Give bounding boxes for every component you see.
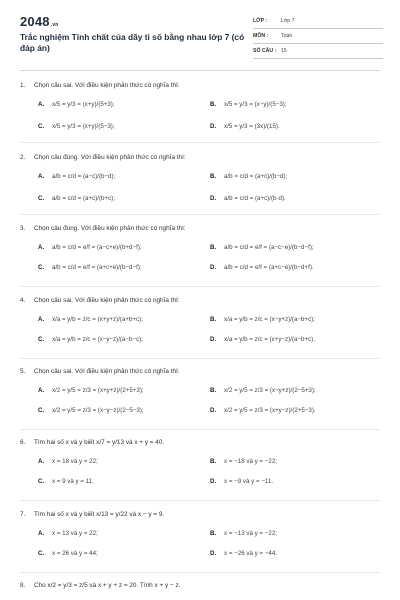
answer-option-d[interactable]	[210, 121, 280, 131]
question-text: Chọn câu sai. Với điều kiện phân thức có nghĩa thì:	[34, 367, 180, 375]
option-letter: C.	[38, 477, 45, 485]
question-header	[20, 366, 380, 376]
meta-label: LỚP :	[253, 18, 268, 24]
question-header	[20, 437, 380, 447]
page-header	[0, 0, 400, 62]
option-text: x = −18 và y = −22;	[224, 457, 277, 465]
answer-option-c[interactable]	[38, 121, 115, 131]
question-text: Cho x/2 = y/3 = z/5 và x + y + z = 20. Tính x + y − z.	[34, 581, 181, 589]
answer-option-d[interactable]	[210, 334, 315, 344]
meta-label: SỐ CÂU :	[253, 48, 277, 54]
question-header	[20, 223, 380, 233]
option-text: a/b = c/d = e/f = (a+c−e)/(b−d+f).	[224, 263, 314, 271]
option-text: x/a = y/b = z/c = (x+y−z)/(a−b+c).	[224, 335, 315, 343]
option-letter: B.	[210, 172, 217, 180]
option-letter: D.	[210, 549, 217, 557]
question-block	[20, 295, 380, 343]
question-number: 6.	[20, 438, 26, 446]
answer-option-d[interactable]	[210, 193, 286, 203]
option-text: a/b = c/d = e/f = (a−c+e)/(b+d−f);	[52, 243, 142, 251]
question-text: Chọn câu sai. Với điều kiện phân thức có nghĩa thì:	[34, 81, 180, 89]
answer-option-b[interactable]	[210, 314, 315, 324]
question-block	[20, 152, 380, 202]
meta-value: 15	[281, 48, 287, 54]
option-text: x = −26 và y = −44.	[224, 549, 277, 557]
answer-option-a[interactable]	[38, 242, 142, 252]
question-block	[20, 437, 380, 485]
question-number: 8.	[20, 581, 26, 589]
question-divider	[20, 500, 380, 501]
meta-label: MÔN :	[253, 33, 269, 39]
option-text: a/b = c/d = (a+c)/(b+c);	[52, 194, 115, 202]
question-block	[20, 509, 380, 557]
option-letter: B.	[210, 100, 217, 108]
option-text: a/b = c/d = (a−c)/(b−d);	[52, 172, 116, 180]
option-text: a/b = c/d = e/f = (a−c−e)/(b−d−f);	[224, 243, 314, 251]
option-letter: D.	[210, 477, 217, 485]
question-block	[20, 580, 380, 590]
document-meta	[253, 14, 383, 59]
option-letter: B.	[210, 457, 217, 465]
answer-option-c[interactable]	[38, 548, 98, 558]
option-letter: C.	[38, 122, 45, 130]
option-letter: D.	[210, 122, 217, 130]
question-text: Tìm hai số x và y biết x/7 = y/13 và x + y = 40.	[34, 438, 165, 446]
answer-option-a[interactable]	[38, 528, 98, 538]
question-block	[20, 80, 380, 130]
question-divider	[20, 358, 380, 359]
answer-option-d[interactable]	[210, 548, 277, 558]
answer-option-b[interactable]	[210, 171, 287, 181]
answer-option-d[interactable]	[210, 262, 314, 272]
question-text: Chọn câu đúng. Với điều kiện phân thức có nghĩa thì:	[34, 153, 186, 161]
option-text: a/b = c/d = (a+c)/(b·d).	[224, 194, 286, 202]
option-text: a/b = c/d = (a+c)/(b−d);	[224, 172, 288, 180]
meta-row-class	[253, 14, 383, 29]
option-text: x/2 = y/5 = z/3 = (x+y−z)/(2+5−3).	[224, 406, 316, 414]
question-number: 7.	[20, 510, 26, 518]
option-letter: C.	[38, 194, 45, 202]
option-letter: A.	[38, 100, 45, 108]
answer-option-b[interactable]	[210, 528, 277, 538]
logo-suffix: .vn	[50, 22, 59, 28]
answer-option-a[interactable]	[38, 456, 98, 466]
header-divider	[20, 70, 380, 71]
question-divider	[20, 572, 380, 573]
answer-option-b[interactable]	[210, 385, 316, 395]
question-number: 2.	[20, 153, 26, 161]
option-letter: B.	[210, 243, 217, 251]
option-text: x = −9 và y = −11.	[224, 477, 274, 485]
question-text: Chọn câu sai. Với điều kiện phân thức có nghĩa thì:	[34, 296, 180, 304]
option-text: x/5 = y/3 = (3x)/(15).	[224, 122, 280, 130]
option-text: x/a = y/b = z/c = (x+y+z)/(a+b+c);	[52, 315, 143, 323]
meta-row-count	[253, 44, 383, 59]
option-text: x/5 = y/3 = (x+y)/(5−3);	[52, 122, 115, 130]
option-letter: D.	[210, 335, 217, 343]
answer-option-a[interactable]	[38, 385, 144, 395]
question-divider	[20, 429, 380, 430]
answer-option-c[interactable]	[38, 262, 142, 272]
question-header	[20, 580, 380, 590]
answer-option-c[interactable]	[38, 476, 94, 486]
question-divider	[20, 286, 380, 287]
answer-option-d[interactable]	[210, 476, 273, 486]
meta-value: Lớp 7	[281, 18, 295, 24]
option-letter: C.	[38, 335, 45, 343]
answer-option-d[interactable]	[210, 405, 316, 415]
option-text: a/b = c/d = e/f = (a+c+e)/(b−d−f);	[52, 263, 142, 271]
question-text: Tìm hai số x và y biết x/13 = y/22 và x − y = 9.	[34, 510, 165, 518]
option-letter: A.	[38, 243, 45, 251]
question-text: Chọn câu đúng. Với điều kiện phân thức có nghĩa thì:	[34, 224, 186, 232]
option-text: x = −13 và y = −22;	[224, 529, 277, 537]
answer-option-a[interactable]	[38, 171, 115, 181]
logo-text: 2048	[20, 14, 50, 29]
option-text: x = 13 và y = 22;	[52, 529, 98, 537]
option-letter: A.	[38, 315, 45, 323]
meta-row-subject	[253, 29, 383, 44]
option-text: x = 9 và y = 11;	[52, 477, 94, 485]
option-text: x = 18 và y = 22;	[52, 457, 98, 465]
question-header	[20, 295, 380, 305]
option-text: x = 26 và y = 44;	[52, 549, 98, 557]
option-letter: D.	[210, 406, 217, 414]
option-text: x/2 = y/5 = z/3 = (x−y−z)/(2−5−3);	[52, 406, 144, 414]
option-letter: A.	[38, 172, 45, 180]
question-header	[20, 152, 380, 162]
answer-option-b[interactable]	[210, 456, 277, 466]
option-text: x/a = y/b = z/c = (x−y−z)/(a−b−c);	[52, 335, 143, 343]
question-divider	[20, 214, 380, 215]
option-letter: B.	[210, 315, 217, 323]
option-letter: C.	[38, 406, 45, 414]
question-number: 4.	[20, 296, 26, 304]
document-title: Trắc nghiệm Tính chất của dãy tỉ số bằng nhau lớp 7 (có đáp án)	[20, 32, 245, 53]
answer-option-a[interactable]	[38, 99, 115, 109]
question-number: 3.	[20, 224, 26, 232]
question-number: 5.	[20, 367, 26, 375]
question-header	[20, 509, 380, 519]
option-letter: D.	[210, 194, 217, 202]
option-letter: C.	[38, 549, 45, 557]
meta-value: Toán	[281, 33, 293, 39]
question-block	[20, 223, 380, 271]
question-block	[20, 366, 380, 414]
option-letter: A.	[38, 529, 45, 537]
option-letter: B.	[210, 386, 217, 394]
question-number: 1.	[20, 81, 26, 89]
option-letter: C.	[38, 263, 45, 271]
option-letter: B.	[210, 529, 217, 537]
option-letter: A.	[38, 386, 45, 394]
answer-option-c[interactable]	[38, 334, 143, 344]
question-divider	[20, 142, 380, 143]
option-letter: D.	[210, 263, 217, 271]
option-text: x/a = y/b = z/c = (x−y+z)/(a−b+c);	[224, 315, 315, 323]
option-letter: A.	[38, 457, 45, 465]
answer-option-c[interactable]	[38, 193, 115, 203]
answer-option-a[interactable]	[38, 314, 143, 324]
option-text: x/2 = y/5 = z/3 = (x−y+z)/(2−5+3);	[224, 386, 316, 394]
option-text: x/2 = y/5 = z/3 = (x+y+z)/(2+5+3);	[52, 386, 144, 394]
answer-option-c[interactable]	[38, 405, 144, 415]
answer-option-b[interactable]	[210, 99, 287, 109]
answer-option-b[interactable]	[210, 242, 314, 252]
option-text: x/5 = y/3 = (x+y)/(5+3);	[52, 100, 115, 108]
question-header	[20, 80, 380, 90]
option-text: x/5 = y/3 = (x−y)/(5−3);	[224, 100, 287, 108]
